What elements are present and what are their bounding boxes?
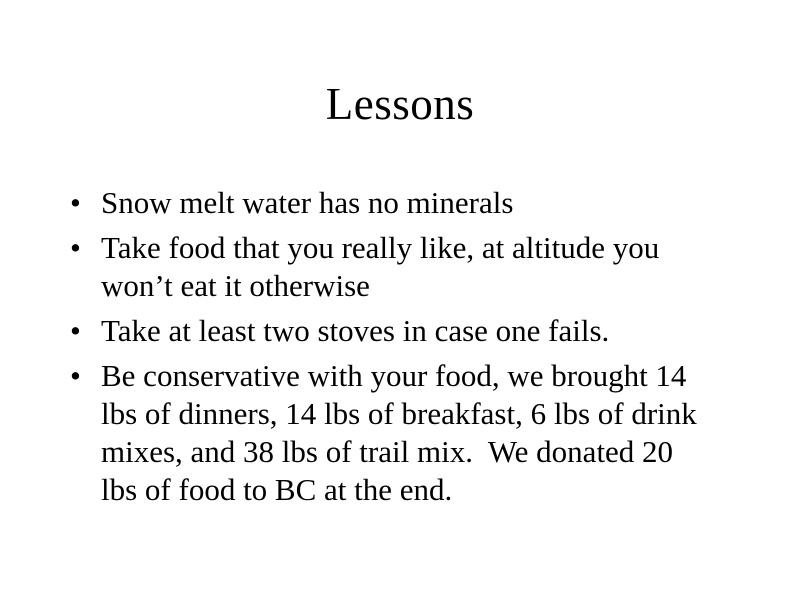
bullet-icon: • <box>70 313 81 348</box>
bullet-text-line: mixes, and 38 lbs of trail mix. We donated 20 <box>101 434 674 469</box>
bullet-text-line: lbs of food to BC at the end. <box>101 472 453 507</box>
bullet-text-line: won’t eat it otherwise <box>101 268 370 303</box>
bullet-item <box>68 184 732 222</box>
bullet-icon: • <box>70 358 81 393</box>
bullet-icon: • <box>70 230 81 265</box>
bullet-item <box>68 312 732 350</box>
bullet-text-line: lbs of dinners, 14 lbs of breakfast, 6 lbs of drink <box>101 396 697 431</box>
bullet-text-line: Take food that you really like, at altitude you <box>101 230 660 265</box>
bullet-text-line: Snow melt water has no minerals <box>101 185 514 220</box>
slide-title: Lessons <box>325 79 475 129</box>
bullet-item <box>68 229 732 305</box>
bullet-text-line: Be conservative with your food, we brought 14 <box>101 358 687 393</box>
bullet-item <box>68 357 732 509</box>
bullet-icon: • <box>70 185 81 220</box>
bullet-text-line: Take at least two stoves in case one fails. <box>101 313 610 348</box>
bullet-list <box>68 184 732 516</box>
